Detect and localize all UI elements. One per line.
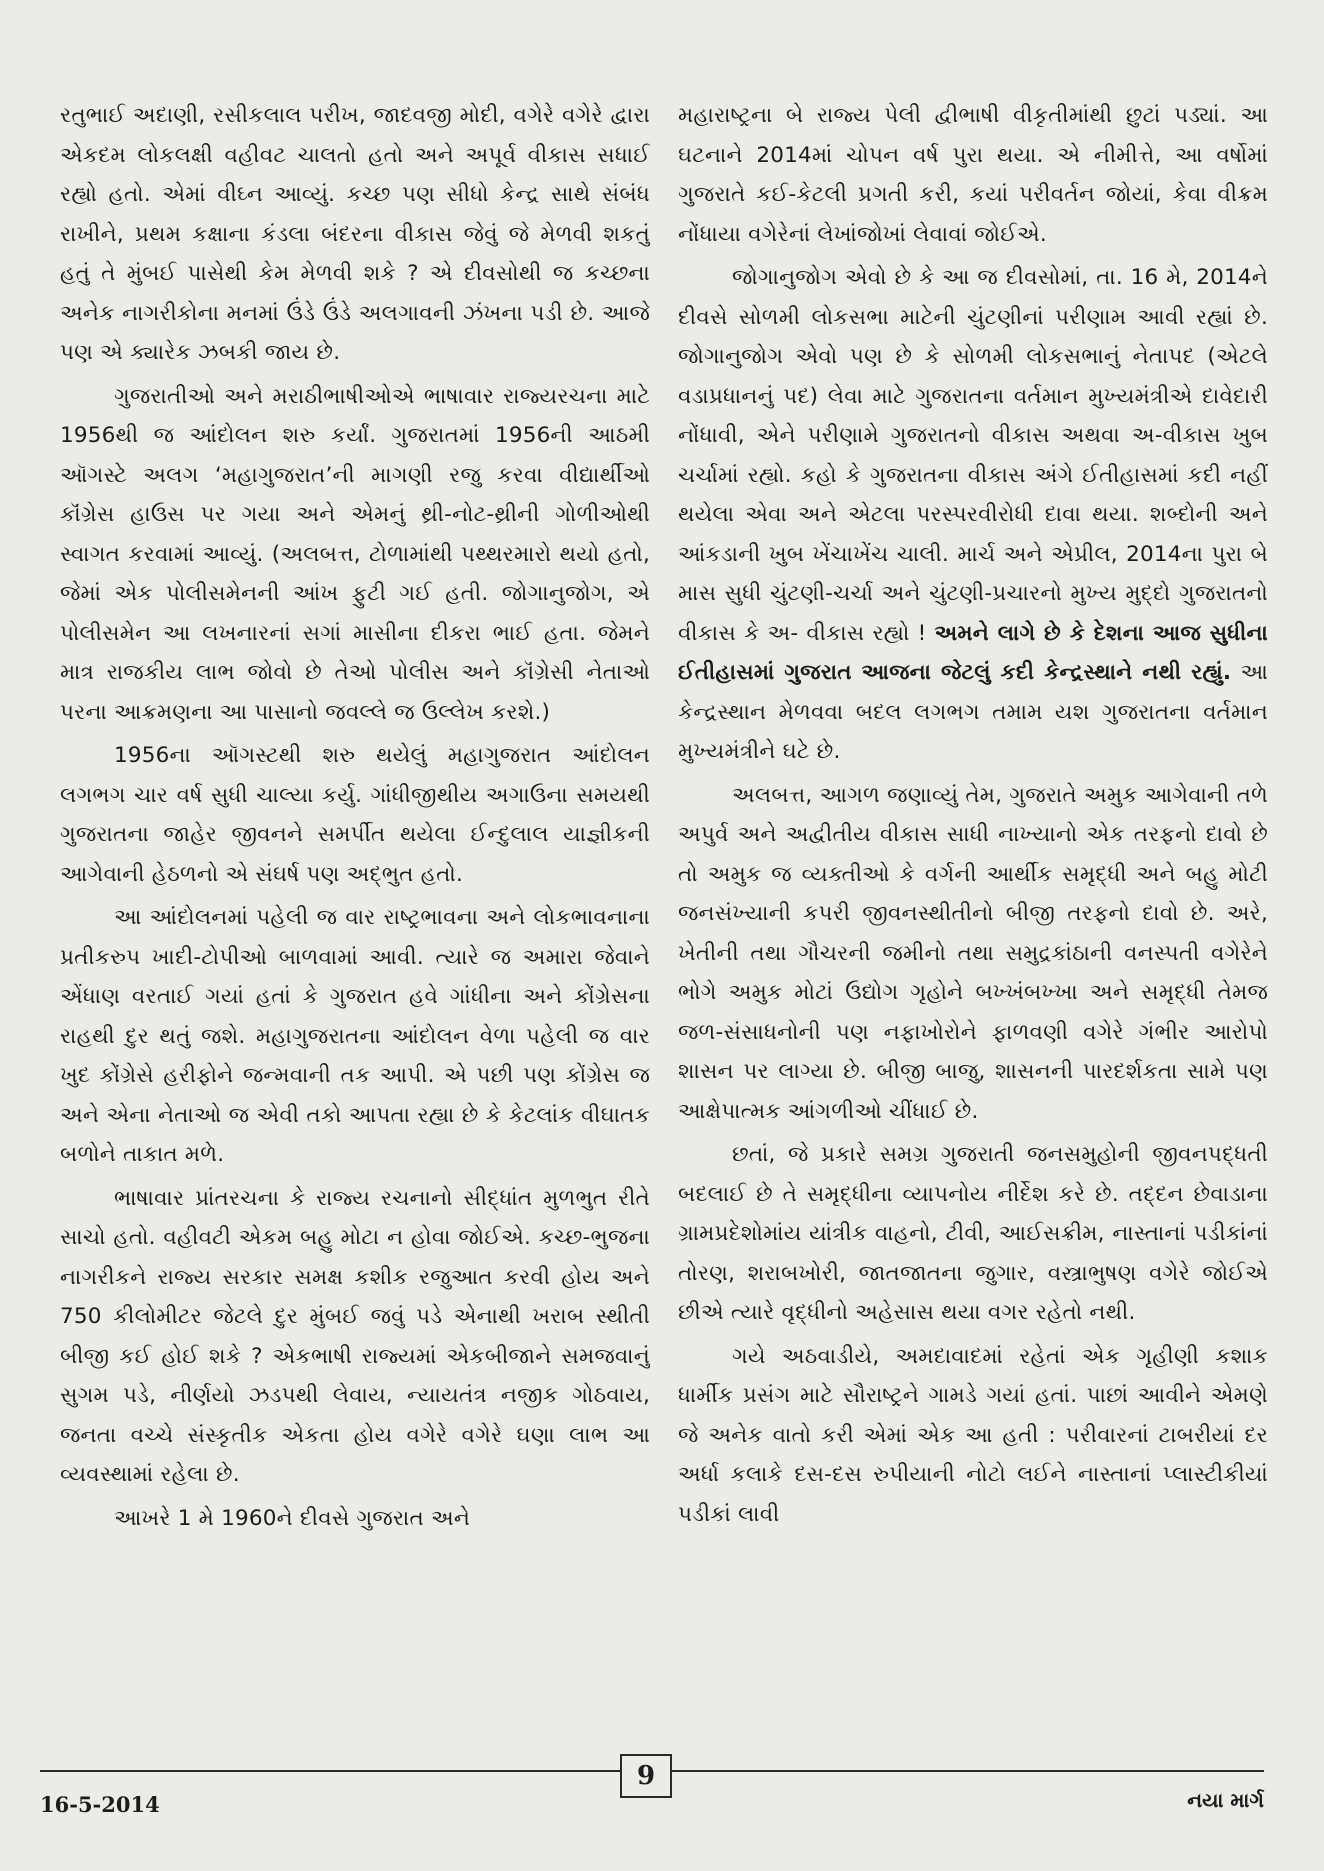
paragraph: આખરે 1 મે 1960ને દીવસે ગુજરાત અને [114, 1505, 471, 1531]
paragraph-text: આ કેન્દ્રસ્થાન મેળવવા બદલ લગભગ તમામ યશ ગુજરાતના વર્તમાન મુખ્યમંત્રીને ઘટે છે. [678, 660, 1268, 764]
paragraph: ગયે અઠવાડીયે, અમદાવાદમાં રહેતાં એક ગૃહીણી કશાક ધાર્મીક પ્રસંગ માટે સૌરાષ્ટ્રને ગામડે ગયાં હતાં. પાછાં આવીને એમણે જે અનેક વાતો કરી એમાં એક આ હતી : પરીવારનાં ટાબરીયાં દર અર્ધા કલાકે દસ-દસ રુપીયાની નોટો લઈને નાસ્તાનાં પ્લાસ્ટીકીયાં પડીકાં લાવી [678, 1343, 1268, 1527]
page-number: 9 [620, 1754, 672, 1798]
paragraph: ભાષાવાર પ્રાંતરચના કે રાજ્ય રચનાનો સીદ્ધાંત મુળભુત રીતે સાચો હતો. વહીવટી એકમ બહુ મોટા ન હોવા જોઈએ. કચ્છ-ભુજના નાગરીકને રાજ્ય સરકાર સમક્ષ કશીક રજુઆત કરવી હોય અને 750 કીલોમીટર જેટલે દુર મુંબઈ જવું પડે એનાથી ખરાબ સ્થીતી બીજી કઈ હોઈ શકે ? એકભાષી રાજ્યમાં એકબીજાને સમજવાનું સુગમ પડે, નીર્ણયો ઝડપથી લેવાય, ન્યાયતંત્ર નજીક ગોઠવાય, જનતા વચ્ચે સંસ્કૃતીક એકતા હોય વગેરે વગેરે ઘણા લાભ આ વ્યવસ્થામાં રહેલા છે. [60, 1185, 650, 1487]
issue-date: 16-5-2014 [40, 1792, 160, 1817]
page-footer [40, 1761, 1264, 1842]
article-body [60, 96, 1268, 1786]
left-column [60, 96, 650, 1786]
paragraph: 1956ના ઑગસ્ટથી શરુ થયેલું મહાગુજરાત આંદોલન લગભગ ચાર વર્ષ સુધી ચાલ્યા કર્યુ. ગાંધીજીથીય અગાઉના સમયથી ગુજરાતના જાહેર જીવનને સમર્પીત થયેલા ઈન્દુલાલ યાજ્ઞીકની આગેવાની હેઠળનો એ સંઘર્ષ પણ અદ્ભુત હતો. [60, 743, 650, 887]
paragraph-with-emphasis [678, 258, 1268, 772]
publication-name: નયા માર્ગ [1187, 1788, 1264, 1812]
paragraph: અલબત્ત, આગળ જણાવ્યું તેમ, ગુજરાતે અમુક આગેવાની તળે અપુર્વ અને અદ્વીતીય વીકાસ સાધી નાખ્યાનો એક તરફનો દાવો છે તો અમુક જ વ્યક્તીઓ કે વર્ગની આર્થીક સમૃદ્ધી અને બહુ મોટી જનસંખ્યાની કપરી જીવનસ્થીતીનો બીજી તરફનો દાવો છે. અરે, ખેતીની તથા ગૌચરની જમીનો તથા સમુદ્રકાંઠાની વનસ્પતી વગેરેને ભોગે અમુક મોટાં ઉદ્યોગ ગૃહોને બખ્ખંબખ્ખા અને સમૃદ્ધી તેમજ જળ-સંસાધનોની પણ નફાખોરોને ફાળવણી વગેરે ગંભીર આરોપો શાસન પર લાગ્યા છે. બીજી બાજુ, શાસનની પારદર્શકતા સામે પણ આક્ષેપાત્મક આંગળીઓ ચીંધાઈ છે. [678, 782, 1268, 1124]
paragraph: છતાં, જે પ્રકારે સમગ્ર ગુજરાતી જનસમુહોની જીવનપદ્ધતી બદલાઈ છે તે સમૃદ્ધીના વ્યાપનોય નીર્દેશ કરે છે. તદ્દન છેવાડાના ગ્રામપ્રદેશોમાંય યાંત્રીક વાહનો, ટીવી, આઈસક્રીમ, નાસ્તાનાં પડીકાંનાં તોરણ, શરાબખોરી, જાતજાતના જુગાર, વસ્ત્રાભુષણ વગેરે જોઈએ છીએ ત્યારે વૃદ્ધીનો અહેસાસ થયા વગર રહેતો નથી. [678, 1142, 1268, 1325]
paragraph-text: જોગાનુજોગ એવો છે કે આ જ દીવસોમાં, તા. 16 મે, 2014ને દીવસે સોળમી લોકસભા માટેની ચુંટણીનાં પરીણામ આવી રહ્યાં છે. જોગાનુજોગ એવો પણ છે કે સોળમી લોકસભાનું નેતાપદ (એટલે વડાપ્રધાનનું પદ) લેવા માટે ગુજરાતના વર્તમાન મુખ્યમંત્રીએ દાવેદારી નોંધાવી, એને પરીણામે ગુજરાતનો વીકાસ અથવા અ-વીકાસ ખુબ ચર્ચામાં રહ્યો. કહો કે ગુજરાતના વીકાસ અંગે ઈતીહાસમાં કદી નહીં થયેલા એવા અને એટલા પરસ્પરવીરોધી દાવા થયા. શબ્દોની અને આંકડાની ખુબ ખેંચાખેંચ ચાલી. માર્ચ અને એપ્રીલ, 2014ના પુરા બે માસ સુધી ચુંટણી-ચર્ચા અને ચુંટણી-પ્રચારનો મુખ્ય મુદ્દો ગુજરાતનો વીકાસ કે અ- વીકાસ રહ્યો ! [678, 265, 1268, 646]
paragraph: ગુજરાતીઓ અને મરાઠીભાષીઓએ ભાષાવાર રાજ્યરચના માટે 1956થી જ આંદોલન શરુ કર્યાં. ગુજરાતમાં 1956ની આઠમી ઑગસ્ટે અલગ ‘મહાગુજરાત’ની માગણી રજુ કરવા વીદ્યાર્થીઓ કૉંગ્રેસ હાઉસ પર ગયા અને એમનું થ્રી-નોટ-થ્રીની ગોળીઓથી સ્વાગત કરવામાં આવ્યું. (અલબત્ત, ટોળામાંથી પથ્થરમારો થયો હતો, જેમાં એક પોલીસમેનની આંખ ફુટી ગઈ હતી. જોગાનુજોગ, એ પોલીસમેન આ લખનારનાં સગાં માસીના દીકરા ભાઈ હતા. જેમને માત્ર રાજકીય લાભ જોવો છે તેઓ પોલીસ અને કૉંગ્રેસી નેતાઓ પરના આક્રમણના આ પાસાનો જવલ્લે જ ઉલ્લેખ કરશે.) [60, 383, 650, 725]
paragraph: રતુભાઈ અદાણી, રસીકલાલ પરીખ, જાદવજી મોદી, વગેરે વગેરે દ્વારા એકદમ લોકલક્ષી વહીવટ ચાલતો હતો અને અપૂર્વ વીકાસ સધાઈ રહ્યો હતો. એમાં વીઘ્ન આવ્યું. કચ્છ પણ સીધો કેન્દ્ર સાથે સંબંધ રાખીને, પ્રથમ કક્ષાના કંડલા બંદરના વીકાસ જેવું જે મેળવી શકતું હતું તે મુંબઈ પાસેથી કેમ મેળવી શકે ? એ દીવસોથી જ કચ્છના અનેક નાગરીકોના મનમાં ઉંડે ઉંડે અલગાવની ઝંખના પડી છે. આજે પણ એ ક્યારેક ઝબકી જાય છે. [60, 103, 650, 365]
right-column [678, 96, 1268, 1786]
paragraph: આ આંદોલનમાં પહેલી જ વાર રાષ્ટ્રભાવના અને લોકભાવનાના પ્રતીકરુપ ખાદી-ટોપીઓ બાળવામાં આવી. ત્યારે જ અમારા જેવાને એંધાણ વરતાઈ ગયાં હતાં કે ગુજરાત હવે ગાંધીના અને કોંગ્રેસના રાહથી દુર થતું જશે. મહાગુજરાતના આંદોલન વેળા પહેલી જ વાર ખુદ કોંગ્રેસે હરીફોને જન્મવાની તક આપી. એ પછી પણ કોંગ્રેસ જ અને એના નેતાઓ જ એવી તકો આપતા રહ્યા છે કે કેટલાંક વીઘાતક બળોને તાકાત મળે. [60, 905, 650, 1167]
bold-statement: અમને લાગે છે કે દેશના આજ સુધીના ઈતીહાસમાં ગુજરાત આજના જેટલું કદી કેન્દ્રસ્થાને નથી રહ્યું. [678, 620, 1268, 685]
paragraph: મહારાષ્ટ્રના બે રાજ્ય પેલી દ્વીભાષી વીકૃતીમાંથી છુટાં પડ્યાં. આ ઘટનાને 2014માં ચોપન વર્ષ પુરા થયા. એ નીમીત્તે, આ વર્ષોમાં ગુજરાતે કઈ-કેટલી પ્રગતી કરી, કયાં પરીવર્તન જોયાં, કેવા વીક્રમ નોંધાયા વગેરેનાં લેખાંજોખાં લેવાવાં જોઈએ. [678, 103, 1268, 247]
